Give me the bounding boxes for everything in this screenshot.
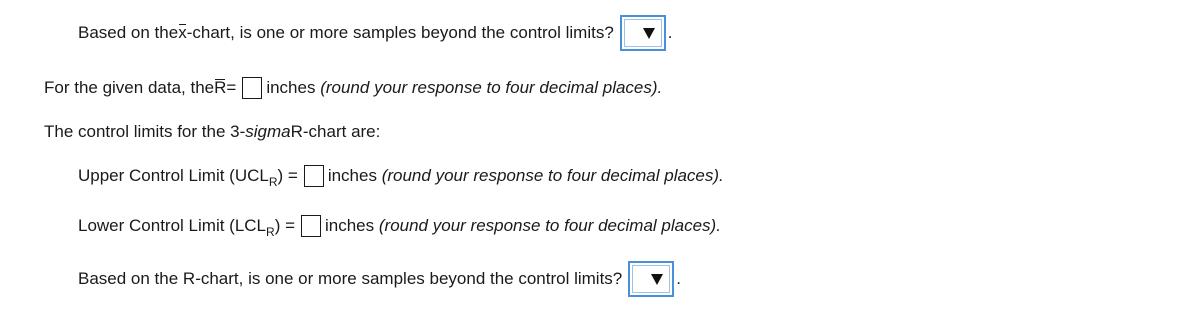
rchart-question-period: . <box>676 269 681 288</box>
xbar-answer-dropdown[interactable] <box>620 15 666 51</box>
intro-prefix: The control limits for the 3- <box>44 122 246 141</box>
xbar-dropdown-inner <box>624 19 662 47</box>
rbar-symbol: R <box>214 78 227 97</box>
ucl-note: (round your response to four decimal places). <box>381 166 724 185</box>
dropdown-arrow-icon <box>643 28 655 39</box>
ucl-subscript: R <box>268 175 278 189</box>
ucl-suffix: ) = <box>277 166 298 185</box>
lcl-prefix: Lower Control Limit (LCL <box>78 216 267 235</box>
rbar-row <box>44 75 662 101</box>
ucl-row <box>78 163 724 189</box>
lcl-row <box>78 213 721 239</box>
dropdown-arrow-icon <box>651 274 663 285</box>
rbar-equals: = <box>226 78 237 97</box>
rbar-unit: inches <box>266 78 316 97</box>
rchart-question-row <box>78 266 681 292</box>
rchart-dropdown-inner <box>632 265 670 293</box>
rbar-prefix: For the given data, the <box>44 78 215 97</box>
intro-suffix: R-chart are: <box>290 122 381 141</box>
ucl-unit: inches <box>327 166 377 185</box>
xbar-question-period: . <box>667 23 673 42</box>
xbar-question-row <box>78 20 673 46</box>
rchart-answer-dropdown[interactable] <box>628 261 674 297</box>
xbar-question-suffix: -chart, is one or more samples beyond the control limits? <box>186 23 614 42</box>
ucl-prefix: Upper Control Limit (UCL <box>78 166 269 185</box>
rbar-input[interactable] <box>242 77 262 99</box>
xbar-question-prefix: Based on the <box>78 23 179 42</box>
rchart-question-text: Based on the R-chart, is one or more samples beyond the control limits? <box>78 269 623 288</box>
ucl-input[interactable] <box>304 165 324 187</box>
intro-italic: sigma <box>245 122 291 141</box>
lcl-note: (round your response to four decimal places). <box>378 216 721 235</box>
lcl-subscript: R <box>266 225 275 239</box>
lcl-input[interactable] <box>301 215 321 237</box>
lcl-suffix: ) = <box>274 216 295 235</box>
lcl-unit: inches <box>325 216 375 235</box>
rbar-note: (round your response to four decimal places). <box>320 78 663 97</box>
control-limits-intro <box>44 119 380 145</box>
xbar-symbol: x <box>178 23 187 42</box>
